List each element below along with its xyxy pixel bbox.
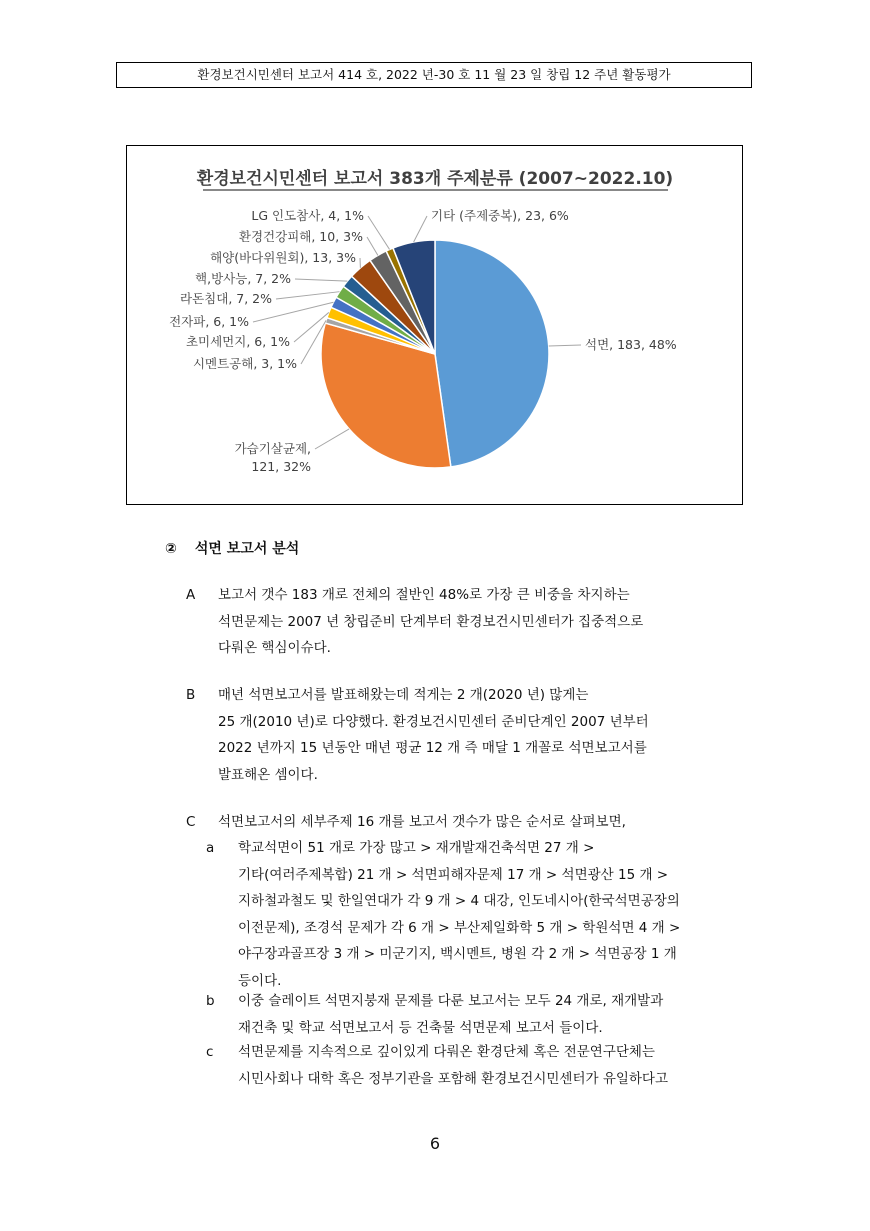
leader-line bbox=[367, 237, 378, 255]
section-title: 석면 보고서 분석 bbox=[194, 541, 300, 557]
paragraph-line: 25 개(2010 년)로 다양했다. 환경보건시민센터 준비단계인 2007 년부터 bbox=[218, 713, 649, 730]
paragraph-line: 학교석면이 51 개로 가장 많고 > 재개발재건축석면 27 개 > bbox=[238, 840, 595, 856]
paragraph-line: 기타(여러주제복합) 21 개 > 석면피해자문제 17 개 > 석면광산 15 개 > bbox=[238, 866, 669, 883]
pie-chart-frame bbox=[126, 145, 743, 505]
subparagraph-marker: b bbox=[206, 993, 215, 1009]
subparagraph-b bbox=[206, 988, 663, 1041]
paragraph-line: 시민사회나 대학 혹은 정부기관을 포함해 환경보건시민센터가 유일하다고 bbox=[238, 1070, 669, 1087]
leader-line bbox=[315, 429, 349, 449]
subparagraph-a bbox=[206, 835, 680, 994]
paragraph-line: 석면보고서의 세부주제 16 개를 보고서 갯수가 많은 순서로 살펴보면, bbox=[218, 814, 626, 830]
paragraph-line: 다뤄온 핵심이슈다. bbox=[218, 640, 331, 656]
slice-label: 라돈침대, 7, 2% bbox=[180, 291, 272, 306]
paragraph-line: 야구장과골프장 3 개 > 미군기지, 백시멘트, 병원 각 2 개 > 석면공장 1 개 bbox=[238, 946, 677, 962]
page-number: 6 bbox=[429, 1134, 441, 1153]
subparagraph-marker: c bbox=[206, 1044, 214, 1060]
paragraph-marker: B bbox=[186, 687, 196, 703]
paragraph-line: 등이다. bbox=[238, 972, 282, 989]
pie-chart bbox=[127, 146, 744, 506]
slice-label: 환경건강피해, 10, 3% bbox=[238, 229, 363, 244]
section-number: ② bbox=[165, 541, 177, 557]
paragraph-line: 2022 년까지 15 년동안 매년 평균 12 개 즉 매달 1 개꼴로 석면보고서를 bbox=[218, 740, 647, 756]
slice-label: 시멘트공해, 3, 1% bbox=[192, 356, 297, 371]
subparagraph-marker: a bbox=[206, 840, 215, 856]
paragraph-line: 매년 석면보고서를 발표해왔는데 적게는 2 개(2020 년) 많게는 bbox=[218, 687, 589, 703]
paragraph-line: 보고서 갯수 183 개로 전체의 절반인 48%로 가장 큰 비중을 차지하는 bbox=[218, 587, 630, 603]
pie-slice bbox=[435, 240, 549, 467]
paragraph-B bbox=[186, 682, 649, 788]
paragraph-line: 이전문제), 조경석 문제가 각 6 개 > 부산제일화학 5 개 > 학원석면 4 개 > bbox=[238, 919, 681, 936]
page-header: 환경보건시민센터 보고서 414 호, 2022 년-30 호 11 월 23 일 창립 12 주년 활동평가 bbox=[116, 62, 752, 88]
leader-line bbox=[414, 216, 427, 242]
paragraph-line: 재건축 및 학교 석면보고서 등 건축물 석면문제 보고서 들이다. bbox=[238, 1019, 603, 1036]
paragraph-line: 발표해온 셈이다. bbox=[218, 766, 318, 783]
slice-label: 기타 (주제중복), 23, 6% bbox=[431, 208, 569, 223]
slice-label: 해양(바다위원회), 13, 3% bbox=[210, 250, 356, 265]
paragraph-line: 석면문제를 지속적으로 깊이있게 다뤄온 환경단체 혹은 전문연구단체는 bbox=[238, 1044, 655, 1060]
paragraph-A bbox=[186, 582, 643, 662]
paragraph-marker: A bbox=[186, 587, 196, 603]
leader-line bbox=[295, 279, 347, 281]
subparagraph-c bbox=[206, 1039, 668, 1092]
slice-label: LG 인도참사, 4, 1% bbox=[251, 208, 364, 223]
paragraph-line: 지하철과철도 및 한일연대가 각 9 개 > 4 대강, 인도네시아(한국석면공장의 bbox=[238, 893, 680, 909]
paragraph-C bbox=[186, 809, 626, 836]
section-heading bbox=[165, 538, 299, 558]
slice-label: 석면, 183, 48% bbox=[585, 337, 677, 352]
leader-line bbox=[549, 345, 581, 346]
slice-label: 전자파, 6, 1% bbox=[169, 314, 249, 329]
slice-label: 초미세먼지, 6, 1% bbox=[185, 334, 290, 349]
chart-title: 환경보건시민센터 보고서 383개 주제분류 (2007~2022.10) bbox=[196, 169, 674, 189]
slice-label: 핵,방사능, 7, 2% bbox=[195, 271, 291, 286]
paragraph-line: 석면문제는 2007 년 창립준비 단계부터 환경보건시민센터가 집중적으로 bbox=[218, 613, 644, 630]
paragraph-marker: C bbox=[186, 814, 196, 830]
leader-line bbox=[276, 292, 340, 299]
paragraph-line: 이중 슬레이트 석면지붕재 문제를 다룬 보고서는 모두 24 개로, 재개발과 bbox=[238, 993, 664, 1009]
slice-label: 가습기살균제, 121, 32% bbox=[234, 441, 311, 474]
